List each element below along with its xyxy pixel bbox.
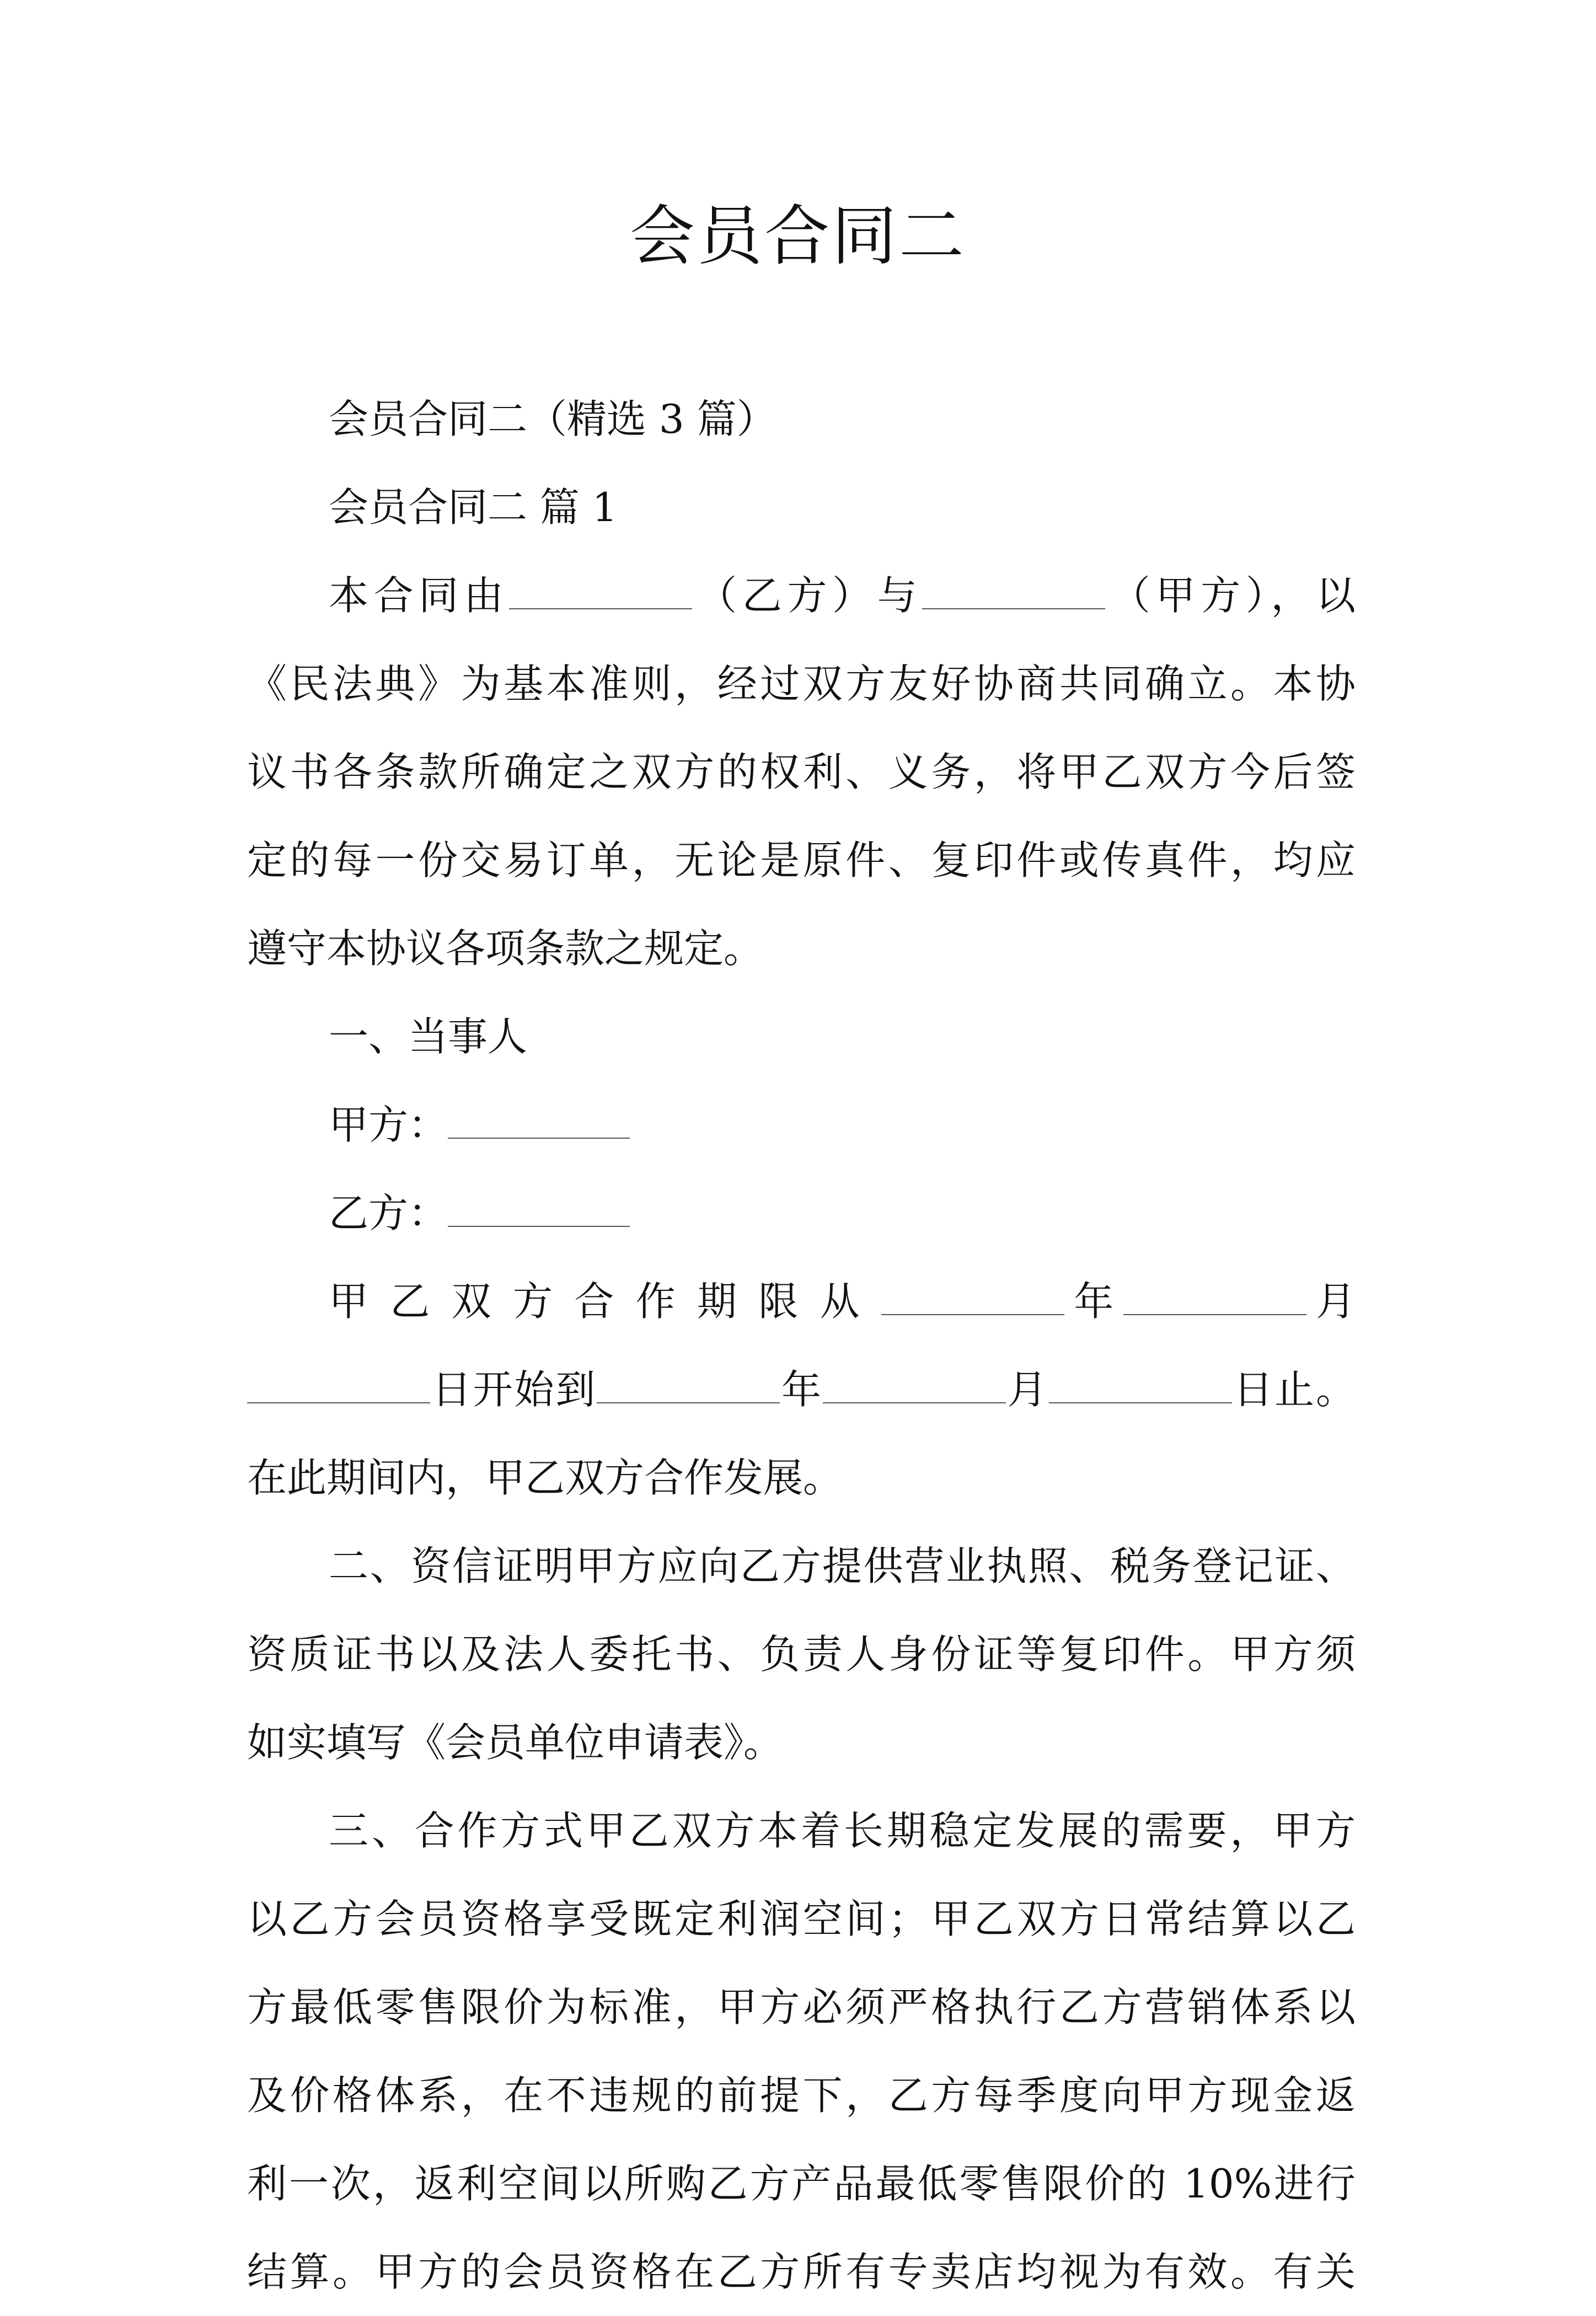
term-text: 年 [1064, 1278, 1123, 1325]
intro-line-1 [247, 551, 1356, 640]
term-text: 日止。 [1231, 1366, 1356, 1413]
party-b-label: 乙方： [329, 1190, 448, 1236]
term-line-2 [247, 1345, 1356, 1434]
term-text: 日开始到 [430, 1366, 597, 1413]
blank-field [448, 1195, 630, 1227]
party-a-label: 甲方： [329, 1102, 448, 1148]
blank-field [597, 1371, 780, 1403]
section-3-line-2: 以乙方会员资格享受既定利润空间；甲乙双方日常结算以乙 [247, 1896, 1356, 1942]
term-line-3: 在此期间内，甲乙双方合作发展。 [247, 1455, 843, 1501]
term-text: 月 [1005, 1366, 1049, 1413]
party-a-line [247, 1081, 1356, 1169]
document-body [247, 375, 1356, 2316]
intro-line-5: 遵守本协议各项条款之规定。 [247, 925, 764, 972]
section-1-heading: 一、当事人 [329, 1014, 528, 1060]
intro-text: （甲方），以 [1105, 572, 1356, 619]
term-text: 年 [780, 1366, 823, 1413]
term-line-1 [247, 1257, 1356, 1345]
blank-field [823, 1371, 1006, 1403]
section-2-line-3: 如实填写《会员单位申请表》。 [247, 1719, 784, 1766]
intro-line-3: 议书各条款所确定之双方的权利、义务，将甲乙双方今后签 [247, 749, 1356, 795]
term-text: 月 [1306, 1278, 1356, 1325]
blank-field [881, 1283, 1064, 1315]
term-text: 甲乙双方合作期限从 [329, 1278, 881, 1325]
section-3-line-5: 利一次，返利空间以所购乙方产品最低零售限价的 10%进行 [247, 2160, 1356, 2207]
intro-line-2: 《民法典》为基本准则，经过双方友好协商共同确立。本协 [247, 661, 1356, 707]
section-2-line-1: 二、资信证明甲方应向乙方提供营业执照、税务登记证、 [329, 1543, 1356, 1589]
blank-field [1123, 1283, 1306, 1315]
document-title: 会员合同二 [629, 198, 966, 274]
section-3-line-3: 方最低零售限价为标准，甲方必须严格执行乙方营销体系以 [247, 1984, 1356, 2030]
blank-field [448, 1107, 630, 1139]
section-3-line-6: 结算。甲方的会员资格在乙方所有专卖店均视为有效。有关 [247, 2249, 1356, 2295]
blank-field [922, 577, 1105, 609]
part-heading: 会员合同二 篇 1 [329, 484, 618, 530]
section-3-line-4: 及价格体系，在不违规的前提下，乙方每季度向甲方现金返 [247, 2072, 1356, 2119]
intro-line-4: 定的每一份交易订单，无论是原件、复印件或传真件，均应 [247, 837, 1356, 883]
intro-text: 本合同由 [329, 572, 509, 619]
intro-text: （乙方）与 [692, 572, 923, 619]
section-2-line-2: 资质证书以及法人委托书、负责人身份证等复印件。甲方须 [247, 1631, 1356, 1677]
party-b-line [247, 1169, 1356, 1257]
blank-field [247, 1371, 430, 1403]
section-3-line-1: 三、合作方式甲乙双方本着长期稳定发展的需要，甲方 [329, 1808, 1356, 1854]
subtitle: 会员合同二（精选 3 篇） [329, 396, 776, 442]
blank-field [509, 577, 692, 609]
blank-field [1049, 1371, 1232, 1403]
